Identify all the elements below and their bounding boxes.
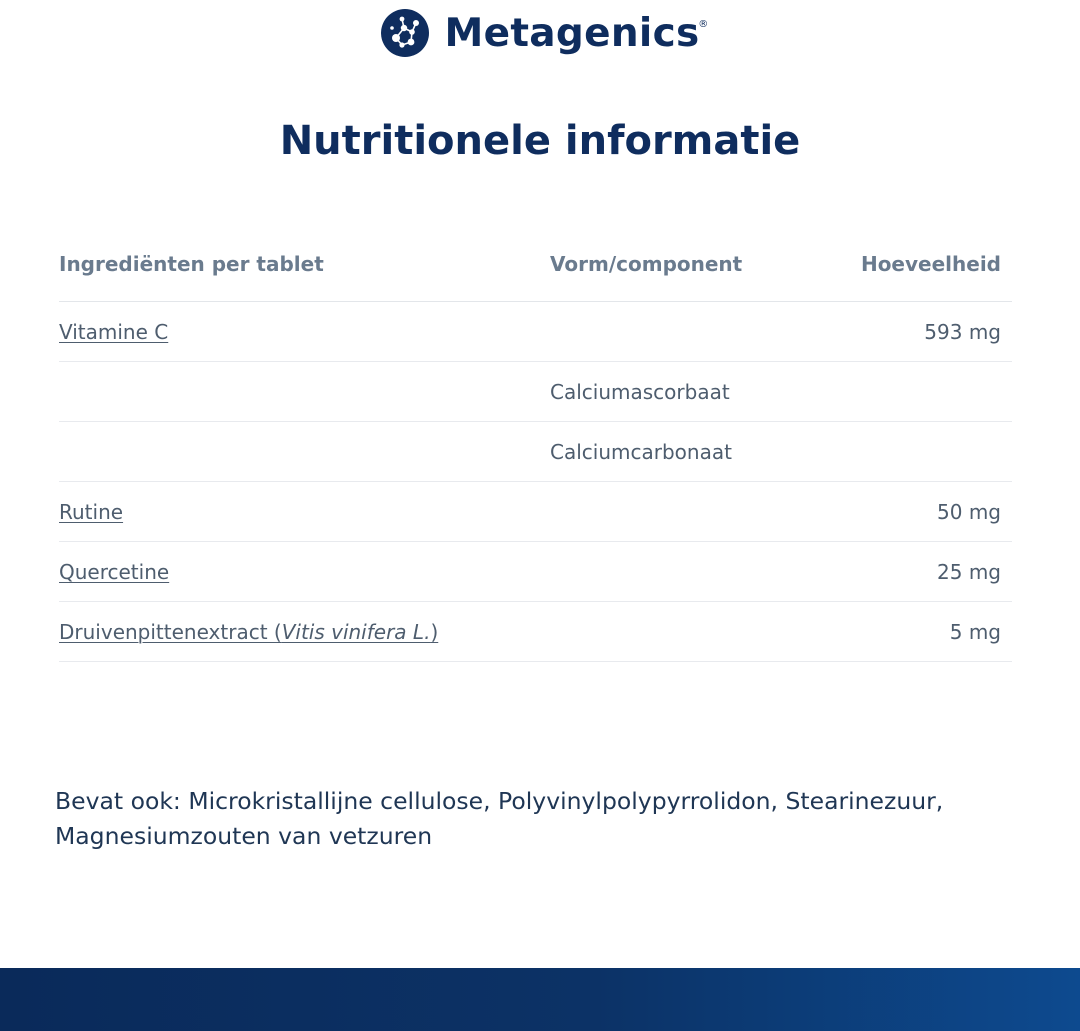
table-row (59, 542, 1012, 602)
table-header-row (59, 226, 1012, 302)
vorm-cell: Calciumcarbonaat (550, 439, 732, 464)
table-row (59, 302, 1012, 362)
header-ingredient: Ingrediënten per tablet (59, 251, 324, 276)
ingredient-link-vitamine-c[interactable]: Vitamine C (59, 319, 169, 344)
molecule-logo-icon (380, 8, 430, 58)
amount-cell: 25 mg (937, 559, 1001, 584)
table-row (59, 602, 1012, 662)
amount-cell: 50 mg (937, 499, 1001, 524)
header-amount: Hoeveelheid (860, 251, 1001, 276)
ingredient-link-rutine[interactable]: Rutine (59, 499, 124, 524)
table-row (59, 362, 1012, 422)
ingredient-link-druivenpittenextract[interactable]: Druivenpittenextract (Vitis vinifera L.) (59, 619, 439, 644)
amount-cell: 593 mg (924, 319, 1001, 344)
footer-band (0, 968, 1080, 1031)
header-vorm: Vorm/component (550, 251, 743, 276)
registered-mark: ® (698, 18, 709, 30)
table-row (59, 422, 1012, 482)
page-title: Nutritionele informatie (279, 118, 801, 164)
also-contains-text: Bevat ook: Microkristallijne cellulose, Polyvinylpolypyrrolidon, Stearinezuur, Magnesiumzouten van vetzuren (55, 787, 944, 850)
amount-cell: 5 mg (949, 619, 1001, 644)
vorm-cell: Calciumascorbaat (550, 379, 730, 404)
brand-name: Metagenics ® (444, 10, 709, 56)
table-row (59, 482, 1012, 542)
ingredient-link-quercetine[interactable]: Quercetine (59, 559, 170, 584)
nutrition-table (59, 226, 1012, 662)
brand-header[interactable] (0, 6, 1080, 60)
